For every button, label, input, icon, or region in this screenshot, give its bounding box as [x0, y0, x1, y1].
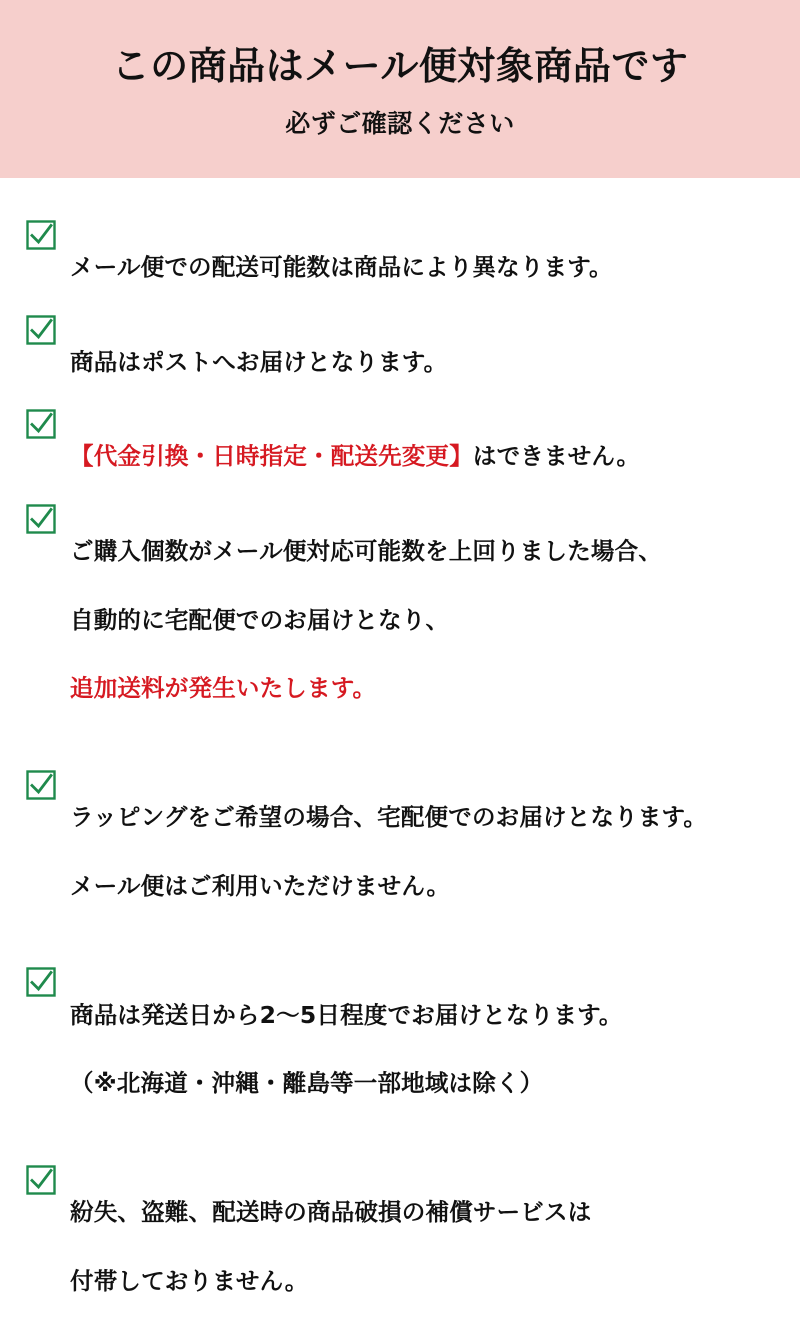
list-item-line-emphasis: 追加送料が発生いたします。 — [70, 674, 377, 703]
check-square-icon — [26, 409, 56, 439]
list-item-line: 商品はポストへお届けとなります。 — [70, 347, 448, 376]
list-item-line: ラッピングをご希望の場合、宅配便でのお届けとなります。 — [70, 803, 708, 832]
list-item — [0, 766, 800, 937]
list-item-line-emphasis: 【代金引換・日時指定・配送先変更】 — [70, 442, 473, 471]
list-item-line: 付帯しておりません。 — [70, 1266, 309, 1295]
check-square-icon — [26, 504, 56, 534]
list-item — [0, 1161, 800, 1332]
check-square-icon — [26, 1165, 56, 1195]
list-item — [0, 500, 800, 740]
list-item-text — [70, 963, 623, 1134]
list-item-text — [70, 216, 613, 285]
page-subtitle: 必ずご確認ください — [285, 108, 515, 138]
page-title: この商品はメール便対象商品です — [111, 44, 689, 89]
list-item-line: 紛失、盗難、配送時の商品破損の補償サービスは — [70, 1198, 592, 1227]
notice-header — [0, 0, 800, 178]
list-item — [0, 311, 800, 380]
list-item — [0, 216, 800, 285]
list-item-line: （※北海道・沖縄・離島等一部地域は除く） — [70, 1069, 544, 1098]
check-square-icon — [26, 315, 56, 345]
list-item-line: 自動的に宅配便でのお届けとなり、 — [70, 605, 450, 634]
check-square-icon — [26, 967, 56, 997]
list-item-text — [70, 766, 707, 937]
list-item-line: メール便での配送可能数は商品により異なります。 — [70, 253, 613, 282]
list-item-line: はできません。 — [472, 442, 641, 471]
list-item-text — [70, 405, 640, 474]
list-item-text — [70, 1161, 591, 1332]
check-square-icon — [26, 770, 56, 800]
list-item-text — [70, 500, 662, 740]
list-item — [0, 963, 800, 1134]
notice-list — [0, 178, 800, 1332]
list-item — [0, 405, 800, 474]
list-item-line: 商品は発送日から2〜5日程度でお届けとなります。 — [70, 1000, 623, 1029]
list-item-text — [70, 311, 447, 380]
list-item-line: メール便はご利用いただけません。 — [70, 871, 451, 900]
list-item-line: ご購入個数がメール便対応可能数を上回りました場合、 — [70, 537, 663, 566]
check-square-icon — [26, 220, 56, 250]
